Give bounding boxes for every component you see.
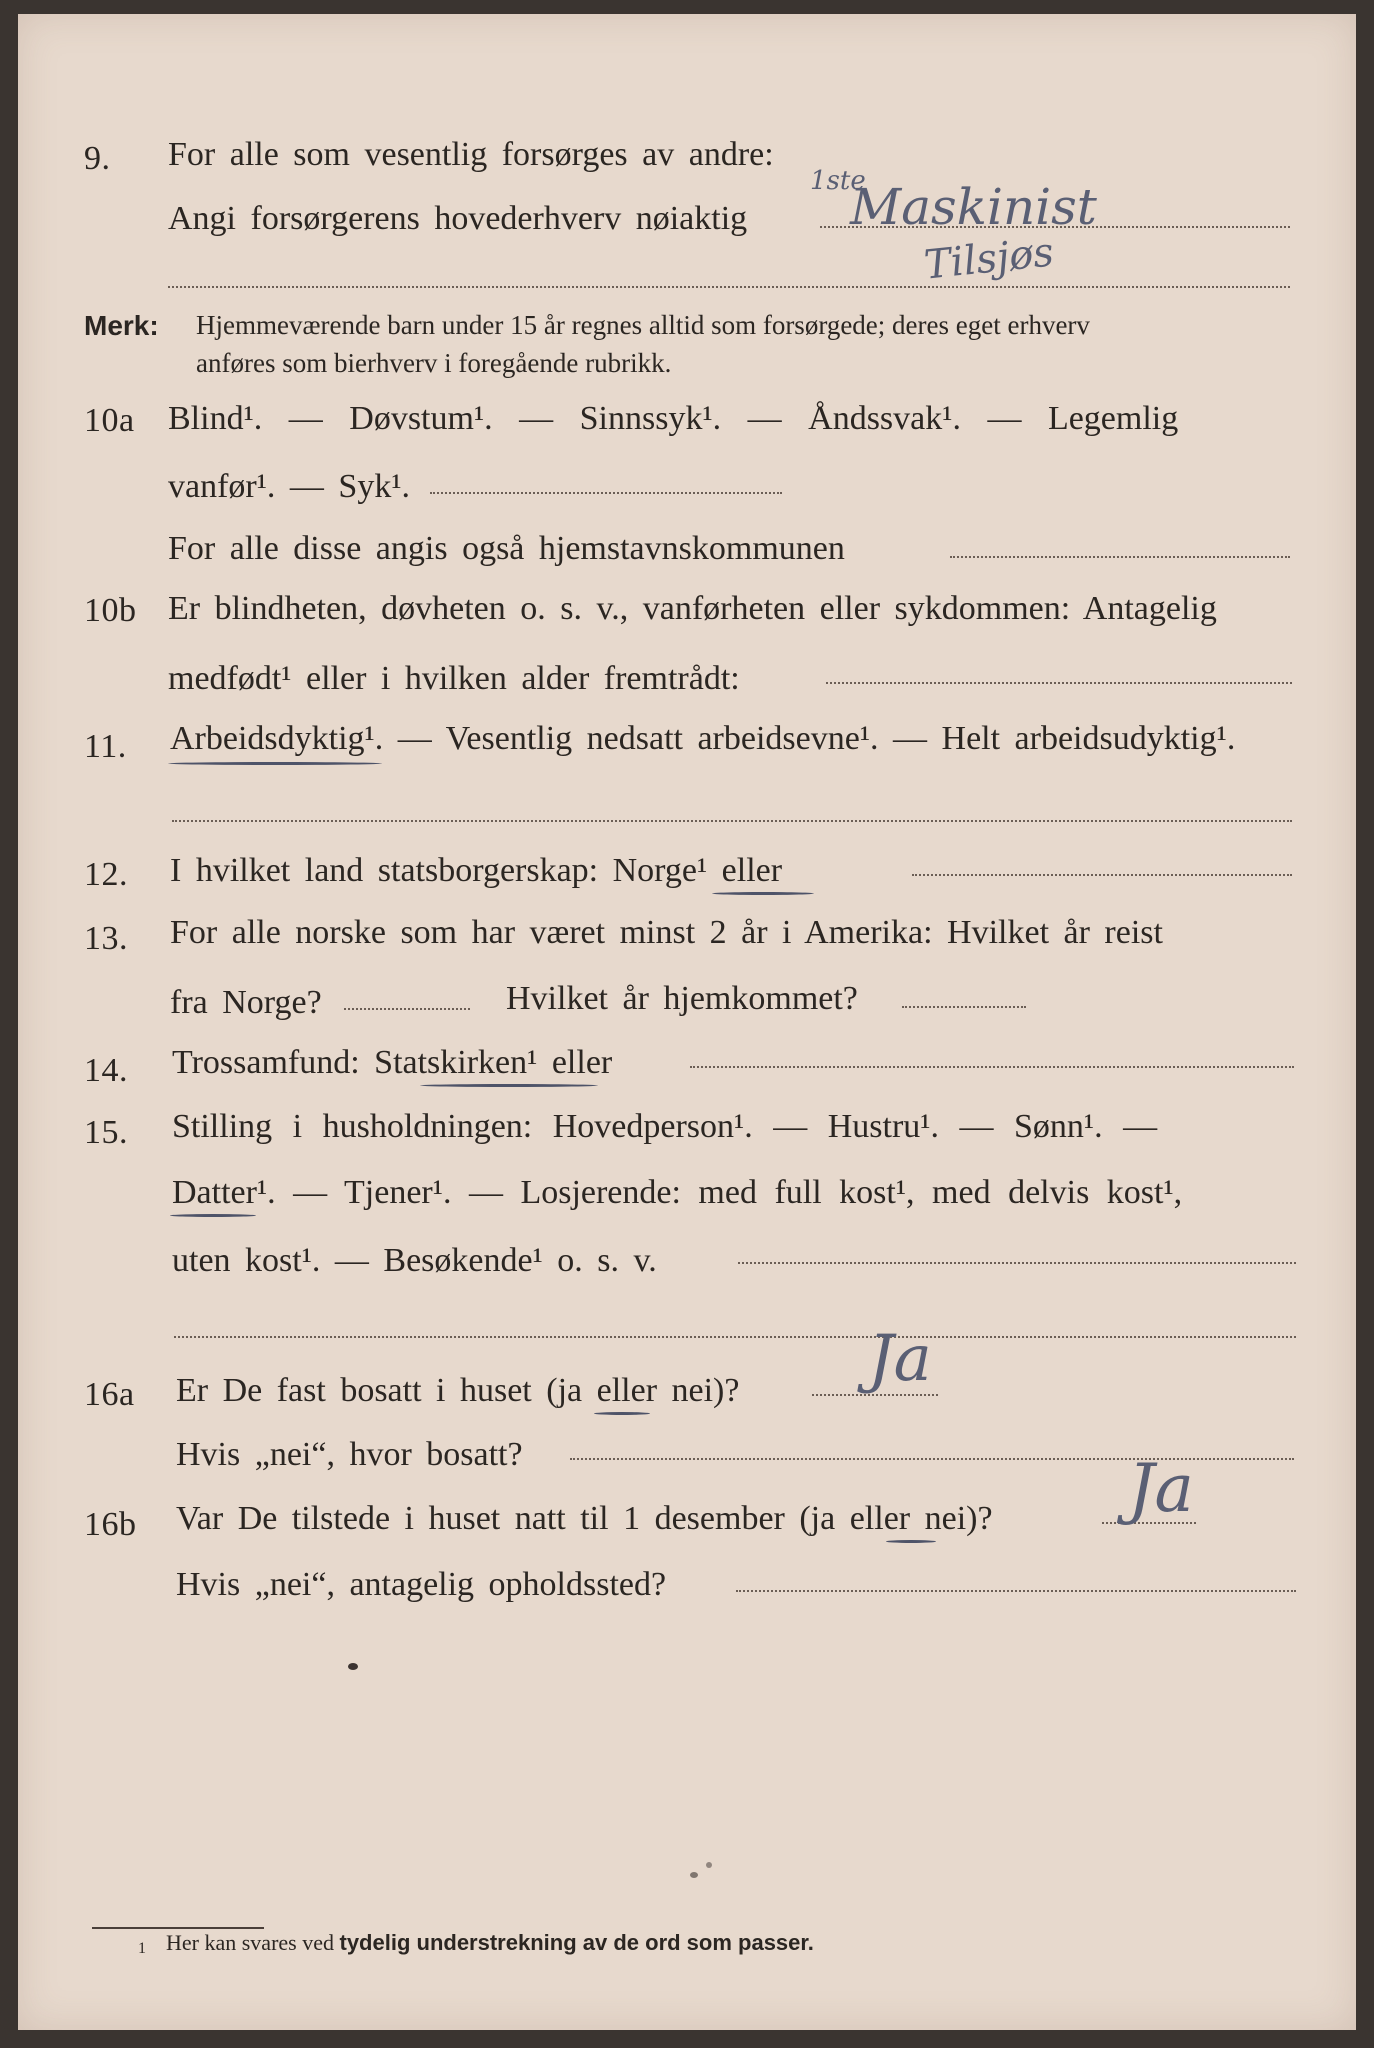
footnote-bold: tydelig understrekning av de ord som passer. — [339, 1930, 814, 1955]
question-number: 11. — [84, 728, 127, 765]
note-text: anføres som bierhverv i foregående rubrikk. — [196, 348, 672, 378]
question-text: For alle norske som har været minst 2 år i Amerika: Hvilket år reist — [170, 914, 1163, 951]
question-text: Hvilket år hjemkommet? — [506, 980, 858, 1017]
question-text: Hvis „nei“, antagelig opholdssted? — [176, 1566, 667, 1603]
handwritten-underline — [712, 892, 814, 895]
answer-line — [168, 286, 1290, 288]
answer-line — [736, 1590, 1296, 1592]
question-number: 15. — [84, 1114, 128, 1151]
question-number: 10a — [84, 402, 135, 439]
answer-line — [902, 1006, 1026, 1008]
ink-spot — [690, 1872, 698, 1878]
question-text: Blind¹. — Døvstum¹. — Sinnssyk¹. — Åndssvak¹. — Legemlig — [168, 400, 1179, 437]
question-text: Arbeidsdyktig¹. — Vesentlig nedsatt arbeidsevne¹. — Helt arbeidsudyktig¹. — [170, 720, 1236, 757]
handwritten-answer: Tilsjøs — [921, 229, 1056, 289]
question-number: 16a — [84, 1376, 135, 1413]
question-text: medfødt¹ eller i hvilken alder fremtrådt: — [168, 660, 740, 697]
question-text: For alle som vesentlig forsørges av andre: — [168, 136, 774, 173]
question-text: fra Norge? — [170, 984, 322, 1021]
answer-line — [826, 682, 1292, 684]
question-number: 12. — [84, 856, 128, 893]
ink-spot — [706, 1862, 712, 1868]
handwritten-underline — [168, 762, 382, 765]
handwritten-underline — [420, 1084, 598, 1087]
footnote-plain: Her kan svares ved — [166, 1930, 334, 1955]
question-text: Er De fast bosatt i huset (ja eller nei)? — [176, 1372, 740, 1409]
ink-spot — [348, 1663, 358, 1670]
handwritten-underline — [886, 1540, 936, 1543]
note-label: Merk: — [84, 310, 159, 341]
footnote-rule — [92, 1927, 264, 1929]
answer-line — [912, 874, 1292, 876]
question-number: 9. — [84, 140, 111, 177]
question-text: Datter¹. — Tjener¹. — Losjerende: med full kost¹, med delvis kost¹, — [172, 1174, 1183, 1211]
question-text: Var De tilstede i huset natt til 1 desember (ja eller nei)? — [176, 1500, 993, 1537]
question-text: Trossamfund: Statskirken¹ eller — [172, 1044, 613, 1081]
handwritten-answer: Maskinist — [850, 178, 1097, 236]
question-text: Angi forsørgerens hovederhverv nøiaktig — [168, 200, 748, 237]
question-number: 13. — [84, 920, 128, 957]
question-text: Hvis „nei“, hvor bosatt? — [176, 1436, 523, 1473]
question-text: Stilling i husholdningen: Hovedperson¹. — Hustru¹. — Sønn¹. — — [172, 1108, 1158, 1145]
handwritten-ordinal: 1ste — [810, 166, 866, 196]
question-text: Er blindheten, døvheten o. s. v., vanførheten eller sykdommen: Antagelig — [168, 590, 1217, 627]
answer-line — [690, 1066, 1294, 1068]
answer-line — [344, 1008, 470, 1010]
footnote-mark: 1 — [138, 1940, 146, 1957]
question-text: I hvilket land statsborgerskap: Norge¹ eller — [170, 852, 783, 889]
question-text: vanfør¹. — Syk¹. — [168, 468, 411, 505]
answer-line — [172, 820, 1292, 822]
handwritten-underline — [594, 1412, 650, 1415]
question-number: 16b — [84, 1506, 137, 1543]
handwritten-answer: Ja — [868, 1322, 932, 1396]
note-text: Hjemmeværende barn under 15 år regnes alltid som forsørgede; deres eget erhverv — [196, 310, 1090, 340]
question-number: 10b — [84, 592, 137, 629]
question-number: 14. — [84, 1052, 128, 1089]
handwritten-underline — [170, 1214, 256, 1217]
question-text: For alle disse angis også hjemstavnskommunen — [168, 530, 845, 567]
handwritten-answer: Ja — [1128, 1450, 1194, 1527]
footnote-text — [166, 1930, 814, 1956]
answer-line — [174, 1336, 1296, 1338]
question-text: uten kost¹. — Besøkende¹ o. s. v. — [172, 1242, 657, 1279]
answer-line — [950, 556, 1290, 558]
answer-line — [738, 1262, 1296, 1264]
answer-line — [430, 492, 782, 494]
